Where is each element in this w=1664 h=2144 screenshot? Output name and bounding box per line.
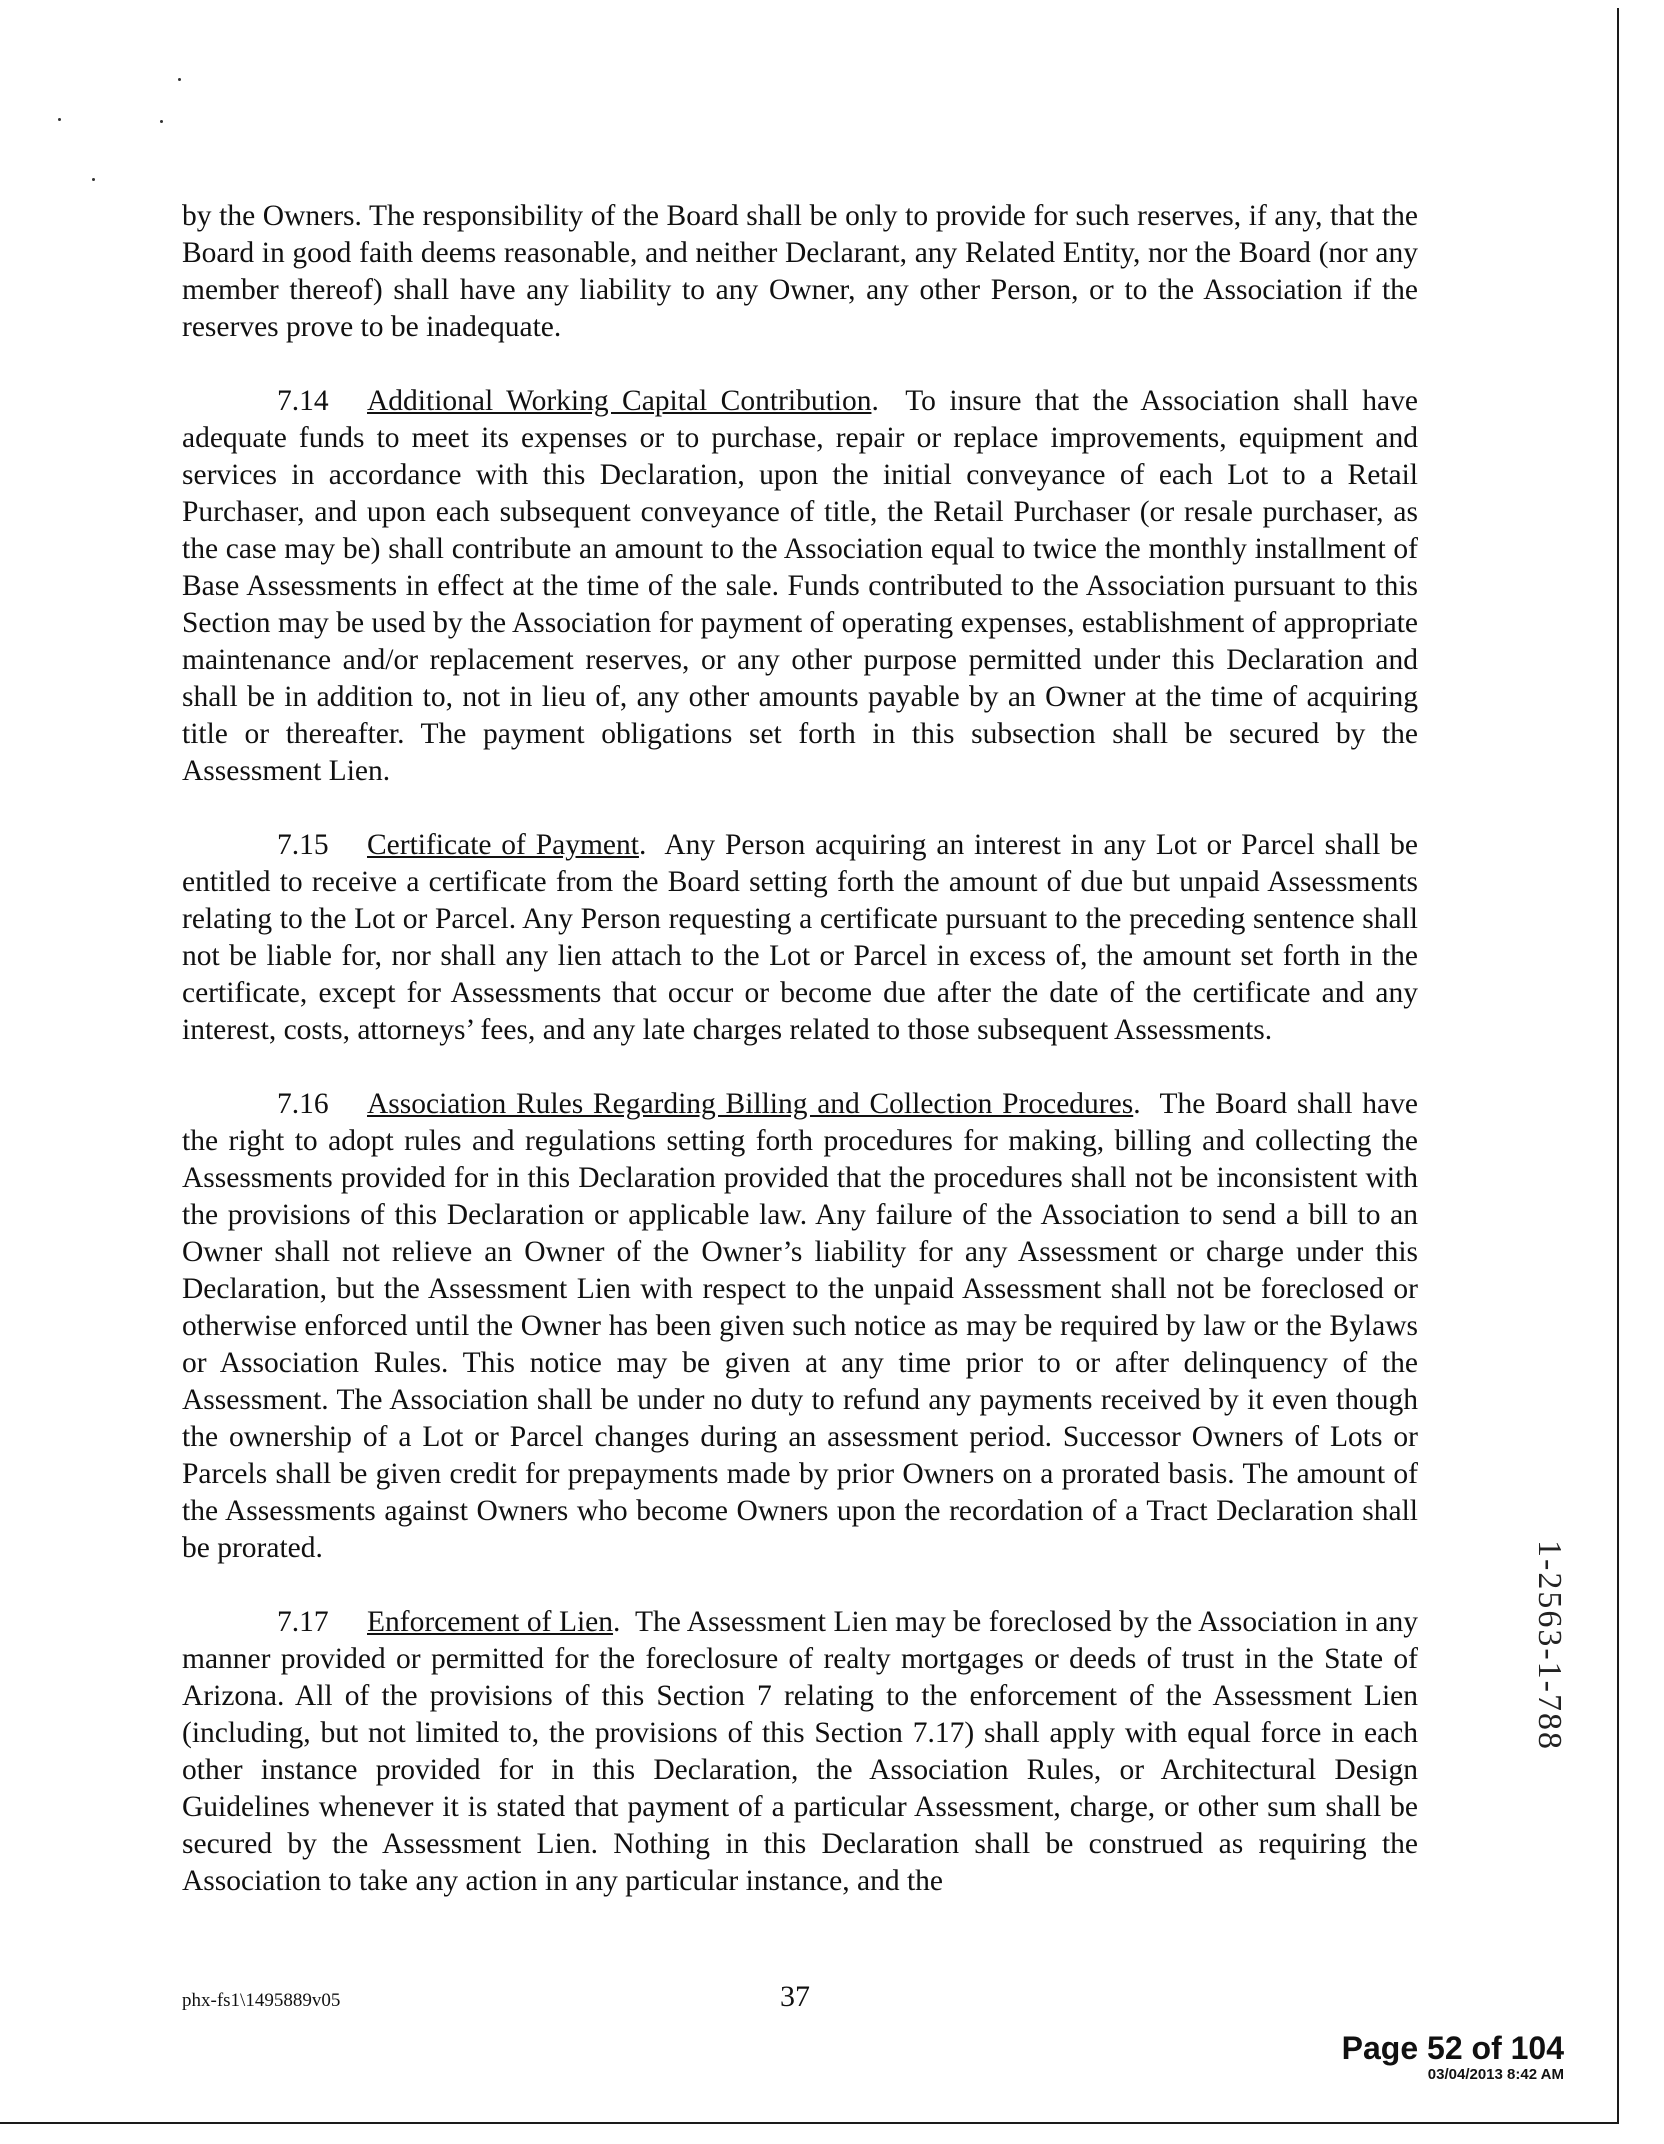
section-7-17: 7.17 Enforcement of Lien. The Assessment Lien may be foreclosed by the Association in any manner provided or permitted for the foreclosure of realty mortgages or deeds of trust in the State of Arizona. All of the provisions of this Section 7 relating to the enforcement of the Assessment Lien (including, but not limited to, the provisions of this Section 7.17) shall apply with equal force in each other instance provided for in this Declaration, the Association Rules, or Architectural Design Guidelines whenever it is stated that payment of a particular Assessment, charge, or other sum shall be secured by the Assessment Lien. Nothing in this Declaration shall be construed as requiring the Association to take any action in any particular instance, and the (182, 1606, 1419, 1897)
section-7-14: 7.14 Additional Working Capital Contribution. To insure that the Association shall have adequate funds to meet its expenses or to purchase, repair or replace improvements, equipment and services in accordance with this Declaration, upon the initial conveyance of each Lot to a Retail Purchaser, and upon each subsequent conveyance of title, the Retail Purchaser (or resale purchaser, as the case may be) shall contribute an amount to the Association equal to twice the monthly installment of Base Assessments in effect at the time of the sale. Funds contributed to the Association pursuant to this Section may be used by the Association for payment of operating expenses, establishment of appropriate maintenance and/or replacement reserves, or any other purpose permitted under this Declaration and shall be in addition to, not in lieu of, any other amounts payable by an Owner at the time of acquiring title or thereafter. The payment obligations set forth in this subsection shall be secured by the Assessment Lien. (182, 385, 1418, 787)
page-number: 37 (780, 1980, 810, 2013)
document-id: phx-fs1\1495889v05 (182, 1990, 341, 2011)
document-body (182, 198, 1418, 1937)
stamp-timestamp: 03/04/2013 8:42 AM (1427, 2066, 1564, 2083)
section-text: Any Person acquiring an interest in any Lot or Parcel shall be entitled to receive a certificate from the Board setting forth the amount of due but unpaid Assessments relating to the Lot or Parcel. Any Person requesting a certificate pursuant to the preceding sentence shall not be liable for, nor shall any lien attach to the Lot or Parcel in excess of, the amount set forth in the certificate, except for Assessments that occur or become due after the date of the certificate and any interest, costs, attorneys’ fees, and any late charges related to those subsequent Assessments. (182, 829, 1418, 1046)
section-text: The Board shall have the right to adopt rules and regulations setting forth procedures for making, billing and collecting the Assessments provided for in this Declaration provided that the procedures shall not be inconsistent with the provisions of this Declaration or applicable law. Any failure of the Association to send a bill to an Owner shall not relieve an Owner of the Owner’s liability for any Assessment or charge under this Declaration, but the Assessment Lien with respect to the unpaid Assessment shall not be foreclosed or otherwise enforced until the Owner has been given such notice as may be required by law or the Bylaws or Association Rules. This notice may be given at any time prior to or after delinquency of the Assessment. The Association shall be under no duty to refund any payments received by it even though the ownership of a Lot or Parcel changes during an assessment period. Successor Owners of Lots or Parcels shall be given credit for prepayments made by prior Owners on a prorated basis. The amount of the Assessments against Owners who become Owners upon the recordation of a Tract Declaration shall be prorated. (182, 1088, 1418, 1564)
recording-number: 1-2563-1-788 (1531, 1540, 1568, 1751)
recorder-stamp (1342, 2030, 1564, 2084)
intro-paragraph: by the Owners. The responsibility of the Board shall be only to provide for such reserves, if any, that the Board in good faith deems reasonable, and neither Declarant, any Related Entity, nor the Board (nor any member thereof) shall have any liability to any Owner, any other Person, or to the Association if the reserves prove to be inadequate. (182, 200, 1418, 343)
section-number: 7.16 (277, 1088, 329, 1120)
section-7-16: 7.16 Association Rules Regarding Billing and Collection Procedures. The Board shall have the right to adopt rules and regulations setting forth procedures for making, billing and collecting the Assessments provided for in this Declaration provided that the procedures shall not be inconsistent with the provisions of this Declaration or applicable law. Any failure of the Association to send a bill to an Owner shall not relieve an Owner of the Owner’s liability for any Assessment or charge under this Declaration, but the Assessment Lien with respect to the unpaid Assessment shall not be foreclosed or otherwise enforced until the Owner has been given such notice as may be required by law or the Bylaws or Association Rules. This notice may be given at any time prior to or after delinquency of the Assessment. The Association shall be under no duty to refund any payments received by it even though the ownership of a Lot or Parcel changes during an assessment period. Successor Owners of Lots or Parcels shall be given credit for prepayments made by prior Owners on a prorated basis. The amount of the Assessments against Owners who become Owners upon the recordation of a Tract Declaration shall be prorated. (182, 1088, 1418, 1564)
section-text: The Assessment Lien may be foreclosed by the Association in any manner provided or permitted for the foreclosure of realty mortgages or deeds of trust in the State of Arizona. All of the provisions of this Section 7 relating to the enforcement of the Assessment Lien (including, but not limited to, the provisions of this Section 7.17) shall apply with equal force in each other instance provided for in this Declaration, the Association Rules, or Architectural Design Guidelines whenever it is stated that payment of a particular Assessment, charge, or other sum shall be secured by the Assessment Lien. Nothing in this Declaration shall be construed as requiring the Association to take any action in any particular instance, and the (182, 1606, 1419, 1897)
section-title: Certificate of Payment (367, 829, 639, 861)
stamp-page-label: Page 52 of 104 (1341, 2030, 1564, 2066)
section-title: Additional Working Capital Contribution (367, 385, 872, 417)
section-title: Enforcement of Lien (367, 1606, 614, 1638)
scan-speck (92, 178, 95, 181)
page-border-right (1617, 8, 1619, 2124)
section-number: 7.14 (277, 385, 329, 417)
section-number: 7.15 (277, 829, 329, 861)
scan-speck (178, 78, 181, 81)
scan-speck (58, 118, 61, 121)
section-text: To insure that the Association shall have adequate funds to meet its expenses or to purchase, repair or replace improvements, equipment and services in accordance with this Declaration, upon the initial conveyance of each Lot to a Retail Purchaser, and upon each subsequent conveyance of title, the Retail Purchaser (or resale purchaser, as the case may be) shall contribute an amount to the Association equal to twice the monthly installment of Base Assessments in effect at the time of the sale. Funds contributed to the Association pursuant to this Section may be used by the Association for payment of operating expenses, establishment of appropriate maintenance and/or replacement reserves, or any other purpose permitted under this Declaration and shall be in addition to, not in lieu of, any other amounts payable by an Owner at the time of acquiring title or thereafter. The payment obligations set forth in this subsection shall be secured by the Assessment Lien. (182, 385, 1418, 787)
page-border-bottom (0, 2122, 1619, 2124)
section-7-15: 7.15 Certificate of Payment. Any Person acquiring an interest in any Lot or Parcel shall be entitled to receive a certificate from the Board setting forth the amount of due but unpaid Assessments relating to the Lot or Parcel. Any Person requesting a certificate pursuant to the preceding sentence shall not be liable for, nor shall any lien attach to the Lot or Parcel in excess of, the amount set forth in the certificate, except for Assessments that occur or become due after the date of the certificate and any interest, costs, attorneys’ fees, and any late charges related to those subsequent Assessments. (182, 829, 1418, 1046)
section-title: Association Rules Regarding Billing and Collection Procedures (367, 1088, 1134, 1120)
section-number: 7.17 (277, 1606, 329, 1638)
scan-speck (160, 120, 163, 123)
